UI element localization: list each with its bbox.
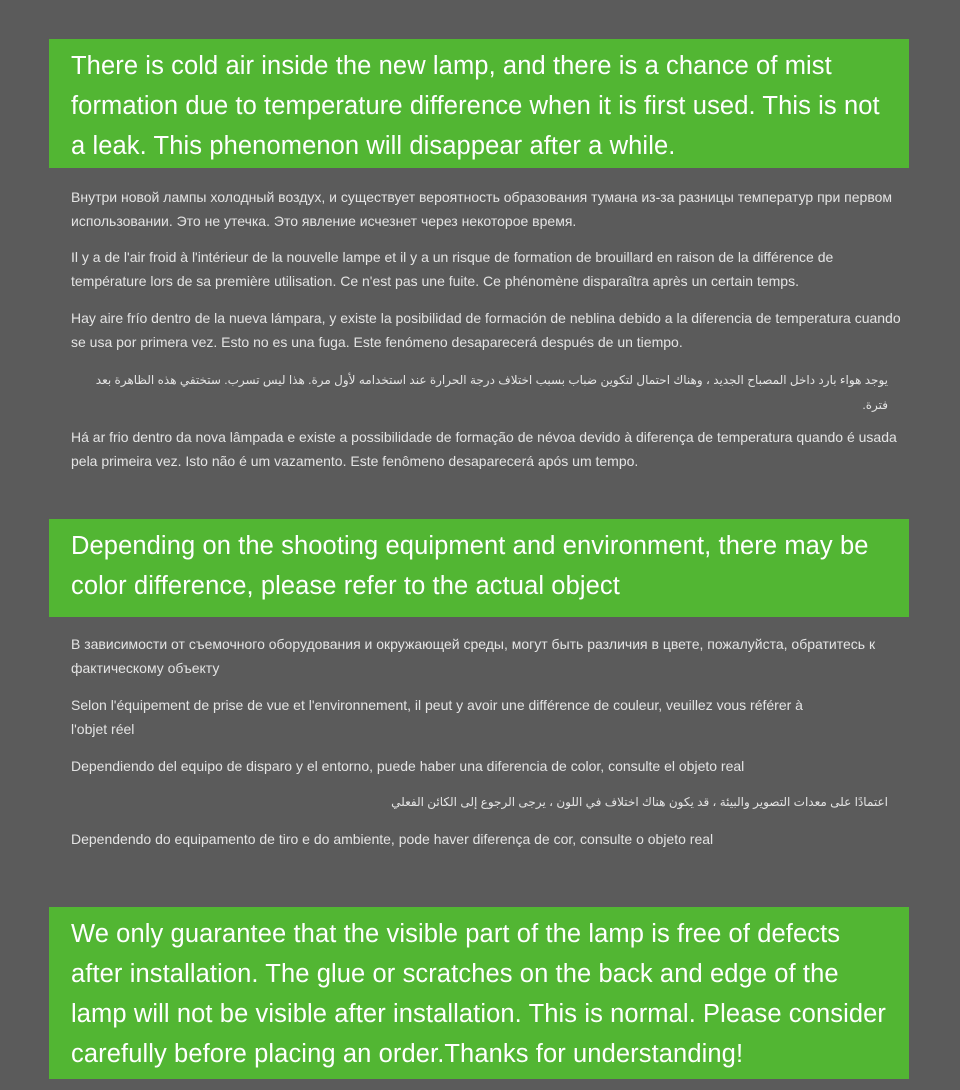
color-difference-spanish: Dependiendo del equipo de disparo y el entorno, puede haber una diferencia de color, consulte el objeto real	[71, 758, 745, 774]
color-difference-arabic: اعتمادًا على معدات التصوير والبيئة ، قد يكون هناك اختلاف في اللون ، يرجى الرجوع إلى الكائن الفعلي	[391, 795, 888, 809]
warranty-notice-banner	[49, 907, 909, 1079]
mist-notice-banner	[49, 39, 909, 168]
color-difference-portuguese: Dependendo do equipamento de tiro e do ambiente, pode haver diferença de cor, consulte o objeto real	[71, 831, 714, 847]
mist-notice-spanish: Hay aire frío dentro de la nueva lámpara, y existe la posibilidad de formación de neblina debido a la diferencia de temperatura cuando se usa por primera vez. Esto no es una fuga. Este fenómeno desaparecerá después de un tiempo.	[71, 310, 901, 350]
mist-notice-russian: Внутри новой лампы холодный воздух, и существует вероятность образования тумана из-за разницы температур при первом использовании. Это не утечка. Это явление исчезнет через некоторое время.	[71, 189, 893, 229]
mist-notice-french: Il y a de l'air froid à l'intérieur de la nouvelle lampe et il y a un risque de formation de brouillard en raison de la différence de température lors de sa première utilisation. Ce n'est pas une fuite. Ce phénomène disparaîtra après un certain temps.	[71, 249, 834, 289]
mist-notice-portuguese: Há ar frio dentro da nova lâmpada e existe a possibilidade de formação de névoa devido à diferença de temperatura quando é usada pela primeira vez. Isto não é um vazamento. Este fenômeno desaparecerá após um tempo.	[71, 429, 897, 469]
color-difference-banner	[49, 519, 909, 617]
mist-notice-arabic: يوجد هواء بارد داخل المصباح الجديد ، وهناك احتمال لتكوين ضباب بسبب اختلاف درجة الحرارة عند استخدامه لأول مرة. هذا ليس تسرب. ستختفي هذه الظاهرة بعد فترة.	[95, 373, 888, 412]
mist-notice-heading: There is cold air inside the new lamp, and there is a chance of mist formation due to temperature difference when it is first used. This is not a leak. This phenomenon will disappear after a while.	[71, 52, 880, 160]
warranty-notice-heading: We only guarantee that the visible part of the lamp is free of defects after installation. The glue or scratches on the back and edge of the lamp will not be visible after installation. This is normal. Please consider carefully before placing an order.Thanks for understanding!	[71, 920, 886, 1068]
color-difference-french: Selon l'équipement de prise de vue et l'environnement, il peut y avoir une différence de couleur, veuillez vous référer à l'objet réel	[71, 697, 803, 737]
color-difference-russian: В зависимости от съемочного оборудования и окружающей среды, могут быть различия в цвете, пожалуйста, обратитесь к фактическому объекту	[71, 636, 876, 676]
color-difference-heading: Depending on the shooting equipment and environment, there may be color difference, please refer to the actual object	[71, 532, 869, 600]
